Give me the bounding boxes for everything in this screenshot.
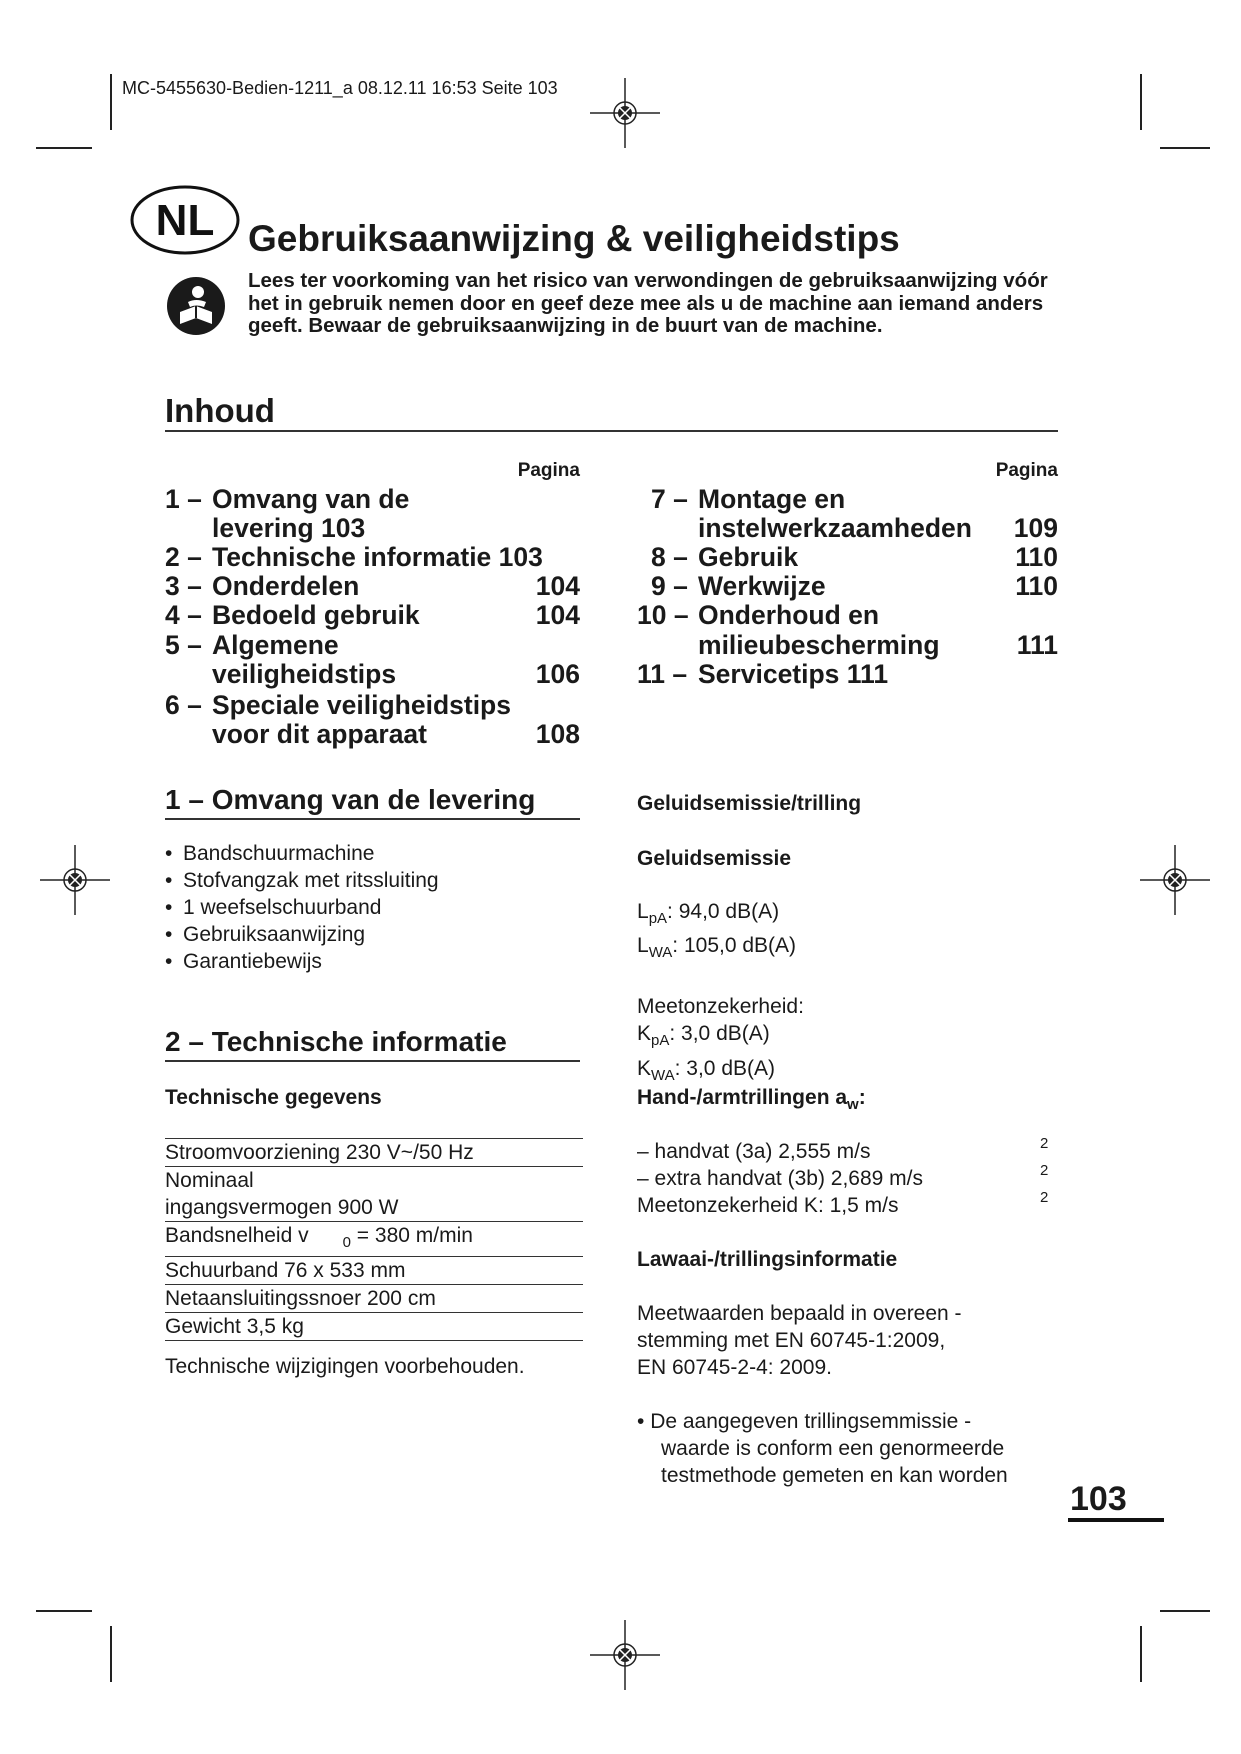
toc-item[interactable] — [165, 691, 580, 720]
table-cell: Gewicht 3,5 kg — [165, 1313, 583, 1341]
toc-item-continuation[interactable] — [165, 720, 580, 749]
noise-info-heading: Lawaai-/trillingsinformatie — [637, 1248, 898, 1271]
list-item: • Garantiebewijs — [165, 948, 580, 975]
table-row — [165, 1285, 583, 1313]
toc-number: 4 – — [165, 600, 202, 630]
noise-values — [637, 898, 1057, 1089]
toc-item[interactable] — [637, 485, 1058, 514]
registration-mark-icon — [40, 845, 110, 915]
noise-info-bullet: • De aangegeven trillingsemmissie - waarde is conform een genormeerde testmethode gemeten en kan worden — [637, 1410, 1008, 1487]
table-cell-line: Nominaal — [165, 1169, 254, 1192]
table-row — [165, 1222, 583, 1257]
intro-warning: Lees ter voorkoming van het risico van verwondingen de gebruiksaanwijzing vóór het in gebruik nemen door en geef deze mee als u de machine aan iemand anders geeft. Bewaar de gebruiksaanwijzing in de buurt van de machine. — [248, 269, 1048, 337]
table-cell — [165, 1222, 583, 1257]
toc-item[interactable] — [165, 543, 580, 572]
registration-mark-icon — [1140, 845, 1210, 915]
kwa-value: $K_{WA}$: 3,0 dB(A) — [637, 1056, 776, 1084]
list-item: • Bandschuurmachine — [165, 840, 580, 867]
toc-number: 3 – — [165, 571, 202, 601]
print-header: MC-5455630-Bedien-1211_a 08.12.11 16:53 Seite 103 — [122, 78, 558, 98]
vibration-heading: Hand-/armtrillingen $a_w$: — [637, 1086, 866, 1114]
page-column-label: Pagina — [517, 460, 580, 481]
toc-title: milieubescherming — [698, 630, 940, 660]
toc-title: Algemene — [212, 630, 339, 660]
toc-title: levering 103 — [212, 513, 366, 543]
section-1-rule — [165, 818, 580, 820]
crop-mark — [36, 1610, 92, 1612]
toc-item[interactable] — [165, 601, 580, 630]
page-number-rule — [1068, 1518, 1164, 1522]
table-row — [165, 1257, 583, 1285]
page-number: 103 — [1070, 1480, 1127, 1518]
toc-item[interactable] — [165, 485, 580, 514]
noise-info-text: Meetwaarden bepaald in overeen - stemming met EN 60745-1:2009, EN 60745-2-4: 2009. — [637, 1302, 962, 1379]
page-title: Gebruiksaanwijzing & veiligheidstips — [248, 218, 900, 259]
table-row — [165, 1167, 583, 1222]
lpa-value: $L_{pA}$: 94,0 dB(A) — [637, 900, 780, 928]
table-row — [165, 1139, 583, 1167]
table-cell: Stroomvoorziening 230 V~/50 Hz — [165, 1139, 583, 1167]
lwa-value: $L_{WA}$: 105,0 dB(A) — [637, 934, 797, 962]
vibration-row: – handvat (3a) 2,555 m/s — [637, 1140, 871, 1163]
toc-number: 6 – — [165, 690, 202, 720]
unit-exponent: 2 — [1040, 1135, 1049, 1152]
delivery-list — [165, 840, 580, 975]
registration-mark-icon — [590, 78, 660, 148]
uncertainty-label: Meetonzekerheid: — [637, 995, 804, 1019]
crop-mark — [1160, 147, 1210, 149]
unit-exponent: 2 — [1040, 1189, 1049, 1206]
technical-note: Technische wijzigingen voorbehouden. — [165, 1355, 525, 1378]
list-item: • 1 weefselschuurband — [165, 894, 580, 921]
crop-mark — [110, 74, 112, 130]
contents-heading: Inhoud — [165, 392, 275, 429]
toc-number: 5 – — [165, 630, 202, 660]
list-item: • Stofvangzak met ritssluiting — [165, 867, 580, 894]
toc-number: 2 – — [165, 542, 202, 572]
toc-title: Speciale veiligheidstips — [212, 690, 511, 720]
noise-vibration-heading: Geluidsemissie/trilling — [637, 792, 862, 815]
toc-item[interactable] — [165, 631, 580, 660]
read-manual-icon — [166, 276, 226, 336]
vibration-row: Meetonzekerheid K: 1,5 m/s — [637, 1194, 899, 1217]
toc-item-continuation[interactable] — [637, 631, 1058, 660]
kpa-value: $K_{pA}$: 3,0 dB(A) — [637, 1022, 770, 1050]
toc-page: 109 — [1013, 513, 1058, 543]
toc-title: Gebruik — [698, 542, 799, 572]
toc-number: 1 – — [165, 484, 202, 514]
toc-item[interactable] — [637, 543, 1058, 572]
toc-title: Servicetips 111 — [698, 659, 889, 689]
crop-mark — [36, 147, 92, 149]
belt-speed-value: = 380 m/min — [350, 1224, 473, 1247]
toc-title: Bedoeld gebruik — [212, 600, 420, 630]
toc-title: Onderdelen — [212, 571, 360, 601]
toc-title: Montage en — [698, 484, 846, 514]
technical-data-table — [165, 1138, 583, 1341]
toc-number: 9 – — [651, 571, 688, 601]
crop-mark — [110, 1626, 112, 1682]
toc-item-continuation[interactable] — [165, 660, 580, 689]
toc-item[interactable] — [637, 601, 1058, 630]
table-row — [165, 1313, 583, 1341]
toc-page: 104 — [535, 600, 580, 630]
list-item: • Gebruiksaanwijzing — [165, 921, 580, 948]
toc-title: veiligheidstips — [212, 659, 397, 689]
toc-page: 106 — [535, 659, 580, 689]
toc-page: 111 — [1016, 630, 1058, 660]
noise-emission-heading: Geluidsemissie — [637, 847, 792, 870]
vibration-row: – extra handvat (3b) 2,689 m/s — [637, 1167, 923, 1190]
toc-title: Technische informatie 103 — [212, 542, 543, 572]
toc-page: 108 — [535, 719, 580, 749]
toc-page: 104 — [535, 571, 580, 601]
toc-title: Onderhoud en — [698, 600, 880, 630]
toc-number: 11 – — [637, 659, 688, 689]
table-cell-line: ingangsvermogen 900 W — [165, 1196, 399, 1219]
section-2-heading: 2 – Technische informatie — [165, 1026, 507, 1057]
belt-speed-label: Bandsnelheid v — [165, 1224, 309, 1247]
table-cell — [165, 1167, 583, 1222]
toc-page: 110 — [1015, 571, 1058, 601]
toc-number: 10 – — [637, 600, 689, 630]
toc-item[interactable] — [165, 572, 580, 601]
crop-mark — [1140, 74, 1142, 130]
toc-item-continuation[interactable] — [165, 514, 580, 543]
belt-speed-subscript: 0 — [342, 1234, 351, 1252]
toc-item-continuation[interactable] — [637, 514, 1058, 543]
registration-mark-icon — [590, 1620, 660, 1690]
section-1-heading: 1 – Omvang van de levering — [165, 784, 536, 815]
toc-item[interactable] — [637, 660, 1058, 689]
toc-number: 8 – — [651, 542, 688, 572]
crop-mark — [1160, 1610, 1210, 1612]
page-column-label: Pagina — [995, 460, 1058, 481]
table-cell: Netaansluitingssnoer 200 cm — [165, 1285, 583, 1313]
contents-rule — [165, 430, 1058, 432]
toc-title: Werkwijze — [698, 571, 826, 601]
toc-item[interactable] — [637, 572, 1058, 601]
technical-data-heading: Technische gegevens — [165, 1086, 382, 1109]
toc-title: instelwerkzaamheden — [698, 513, 972, 543]
section-2-rule — [165, 1060, 580, 1062]
unit-exponent: 2 — [1040, 1162, 1049, 1179]
toc-page: 110 — [1015, 542, 1058, 572]
table-cell: Schuurband 76 x 533 mm — [165, 1257, 583, 1285]
toc-title: Omvang van de — [212, 484, 410, 514]
crop-mark — [1140, 1626, 1142, 1682]
language-badge-text: NL — [155, 196, 215, 245]
language-badge — [130, 185, 240, 255]
toc-number: 7 – — [651, 484, 688, 514]
toc-title: voor dit apparaat — [212, 719, 427, 749]
